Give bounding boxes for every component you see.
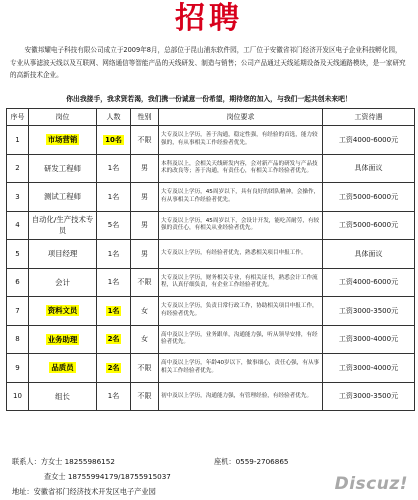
header-no: 序号 [7,109,29,126]
company-intro: 安徽邦耀电子科技有限公司成立于2009年8月，总部位于昆山浦东软件园，工厂位于安徽省祁门经济开发区电子企业科技孵化园，专业从事滤波天线以及互联网、网络通信等智能产品的天线研发、制造与销售；公司产品通过天线延期设备及天线通路模块，是一家研究的高新技术企业。 [10,46,406,79]
row-number: 3 [7,183,29,212]
table-row [7,354,415,383]
jobs-table [6,108,415,411]
header-salary: 工资待遇 [323,109,415,126]
row-gender: 不限 [131,354,159,383]
row-position [29,354,97,383]
row-number: 6 [7,268,29,297]
row-number: 7 [7,297,29,326]
highlighted-position: 资料文员 [47,306,78,316]
row-position [29,325,97,354]
row-position: 测试工程师 [29,183,97,212]
row-requirements: 高中及以上学历，年龄40岁以下，做事细心，责任心强，有从事相关工作经验者优先。 [159,354,323,383]
highlighted-position: 业务助理 [47,334,78,344]
row-position [29,126,97,155]
contact-line-1: 联系人：方女士 18255986152 [12,457,115,466]
row-count [97,297,131,326]
table-row [7,268,415,297]
row-number: 5 [7,240,29,269]
row-salary: 工资4000-6000元 [323,126,415,155]
row-salary: 工资3000-3500元 [323,382,415,411]
highlighted-position: 品质员 [51,363,74,373]
row-requirements: 大专及以上学历，财务相关专业，有相关证书，熟悉会计工作流程，认真仔细负责，有企业工作经验者优先。 [159,268,323,297]
row-requirements: 本科及以上，会相关天线研发内容，会对新产品的研发与产品技术的改良等；善于沟通，有责任心，有相关工作经验者优先。 [159,154,323,183]
table-row [7,211,415,240]
poster-title: 招聘 [175,1,243,36]
address: 地址：安徽省祁门经济技术开发区电子产业园 [12,487,156,496]
row-gender: 女 [131,297,159,326]
row-position [29,297,97,326]
row-requirements: 高中及以上学历，业务跟单，沟通能力强，听从领导安排，有经验者优先。 [159,325,323,354]
row-count: 1名 [97,268,131,297]
row-requirements: 大专及以上学历，有经验者优先，熟悉相关项目申报工作。 [159,240,323,269]
row-number: 8 [7,325,29,354]
row-number: 4 [7,211,29,240]
row-gender: 男 [131,154,159,183]
row-gender: 不限 [131,382,159,411]
row-gender: 不限 [131,126,159,155]
row-requirements: 大专及以上学历，45周岁以下，具有良好的团队精神，会操作，有从事相关工作经验者优先。 [159,183,323,212]
row-number: 2 [7,154,29,183]
row-count [97,354,131,383]
header-position: 岗位 [29,109,97,126]
row-count: 1名 [97,154,131,183]
row-count: 1名 [97,382,131,411]
row-count [97,126,131,155]
row-salary: 工资4000-6000元 [323,268,415,297]
row-requirements: 初中及以上学历，沟通能力强，有管理经验，有经验者优先。 [159,382,323,411]
table-row [7,325,415,354]
table-row [7,154,415,183]
highlighted-count: 10名 [105,135,122,144]
highlighted-count: 1名 [107,306,120,315]
row-salary: 工资5000-6000元 [323,183,415,212]
row-requirements: 大专及以上学历，负责日常行政工作，协助相关项目申报工作，有经验者优先。 [159,297,323,326]
row-number: 1 [7,126,29,155]
row-requirements: 大专及以上学历，45周岁以下，会设计开发，能吃苦耐劳，有较强的责任心，有相关从业经验者优先。 [159,211,323,240]
discuz-watermark: Discuz! [334,474,408,494]
row-number: 9 [7,354,29,383]
highlighted-count: 2名 [107,335,120,344]
row-position: 项目经理 [29,240,97,269]
row-count: 1名 [97,240,131,269]
landline: 座机：0559-2706865 [214,457,289,466]
row-position: 组长 [29,382,97,411]
row-salary: 工资3000-4000元 [323,354,415,383]
row-requirements: 大专及以上学历，善于沟通，稳定性强，有经验的首选，能力较强的，有从事相关工作经验者优先。 [159,126,323,155]
table-header-row [7,109,415,126]
row-salary: 具体面议 [323,154,415,183]
row-position: 自动化/生产技术专员 [29,211,97,240]
row-gender: 男 [131,240,159,269]
row-position: 研发工程师 [29,154,97,183]
table-row [7,240,415,269]
table-row [7,297,415,326]
highlighted-count: 2名 [107,363,120,372]
row-gender: 女 [131,325,159,354]
header-requirements: 岗位要求 [159,109,323,126]
table-row [7,183,415,212]
row-gender: 不限 [131,268,159,297]
row-count: 5名 [97,211,131,240]
row-salary: 工资5000-6000元 [323,211,415,240]
highlighted-position: 市场营销 [47,135,78,145]
row-count [97,325,131,354]
row-salary: 工资3000-4000元 [323,325,415,354]
table-row [7,126,415,155]
row-count: 1名 [97,183,131,212]
row-position: 会计 [29,268,97,297]
table-row [7,382,415,411]
row-gender: 男 [131,183,159,212]
row-salary: 工资3000-3500元 [323,297,415,326]
header-count: 人数 [97,109,131,126]
slogan: 你出我接手，我求贤若渴，我们携一份诚意一份希望，期待您的加入，与我们一起共创未来吧！ [66,95,352,103]
row-gender: 男 [131,211,159,240]
header-gender: 性别 [131,109,159,126]
contact-line-2: 查女士 18755994179/18755915037 [44,472,171,481]
row-salary: 具体面议 [323,240,415,269]
row-number: 10 [7,382,29,411]
